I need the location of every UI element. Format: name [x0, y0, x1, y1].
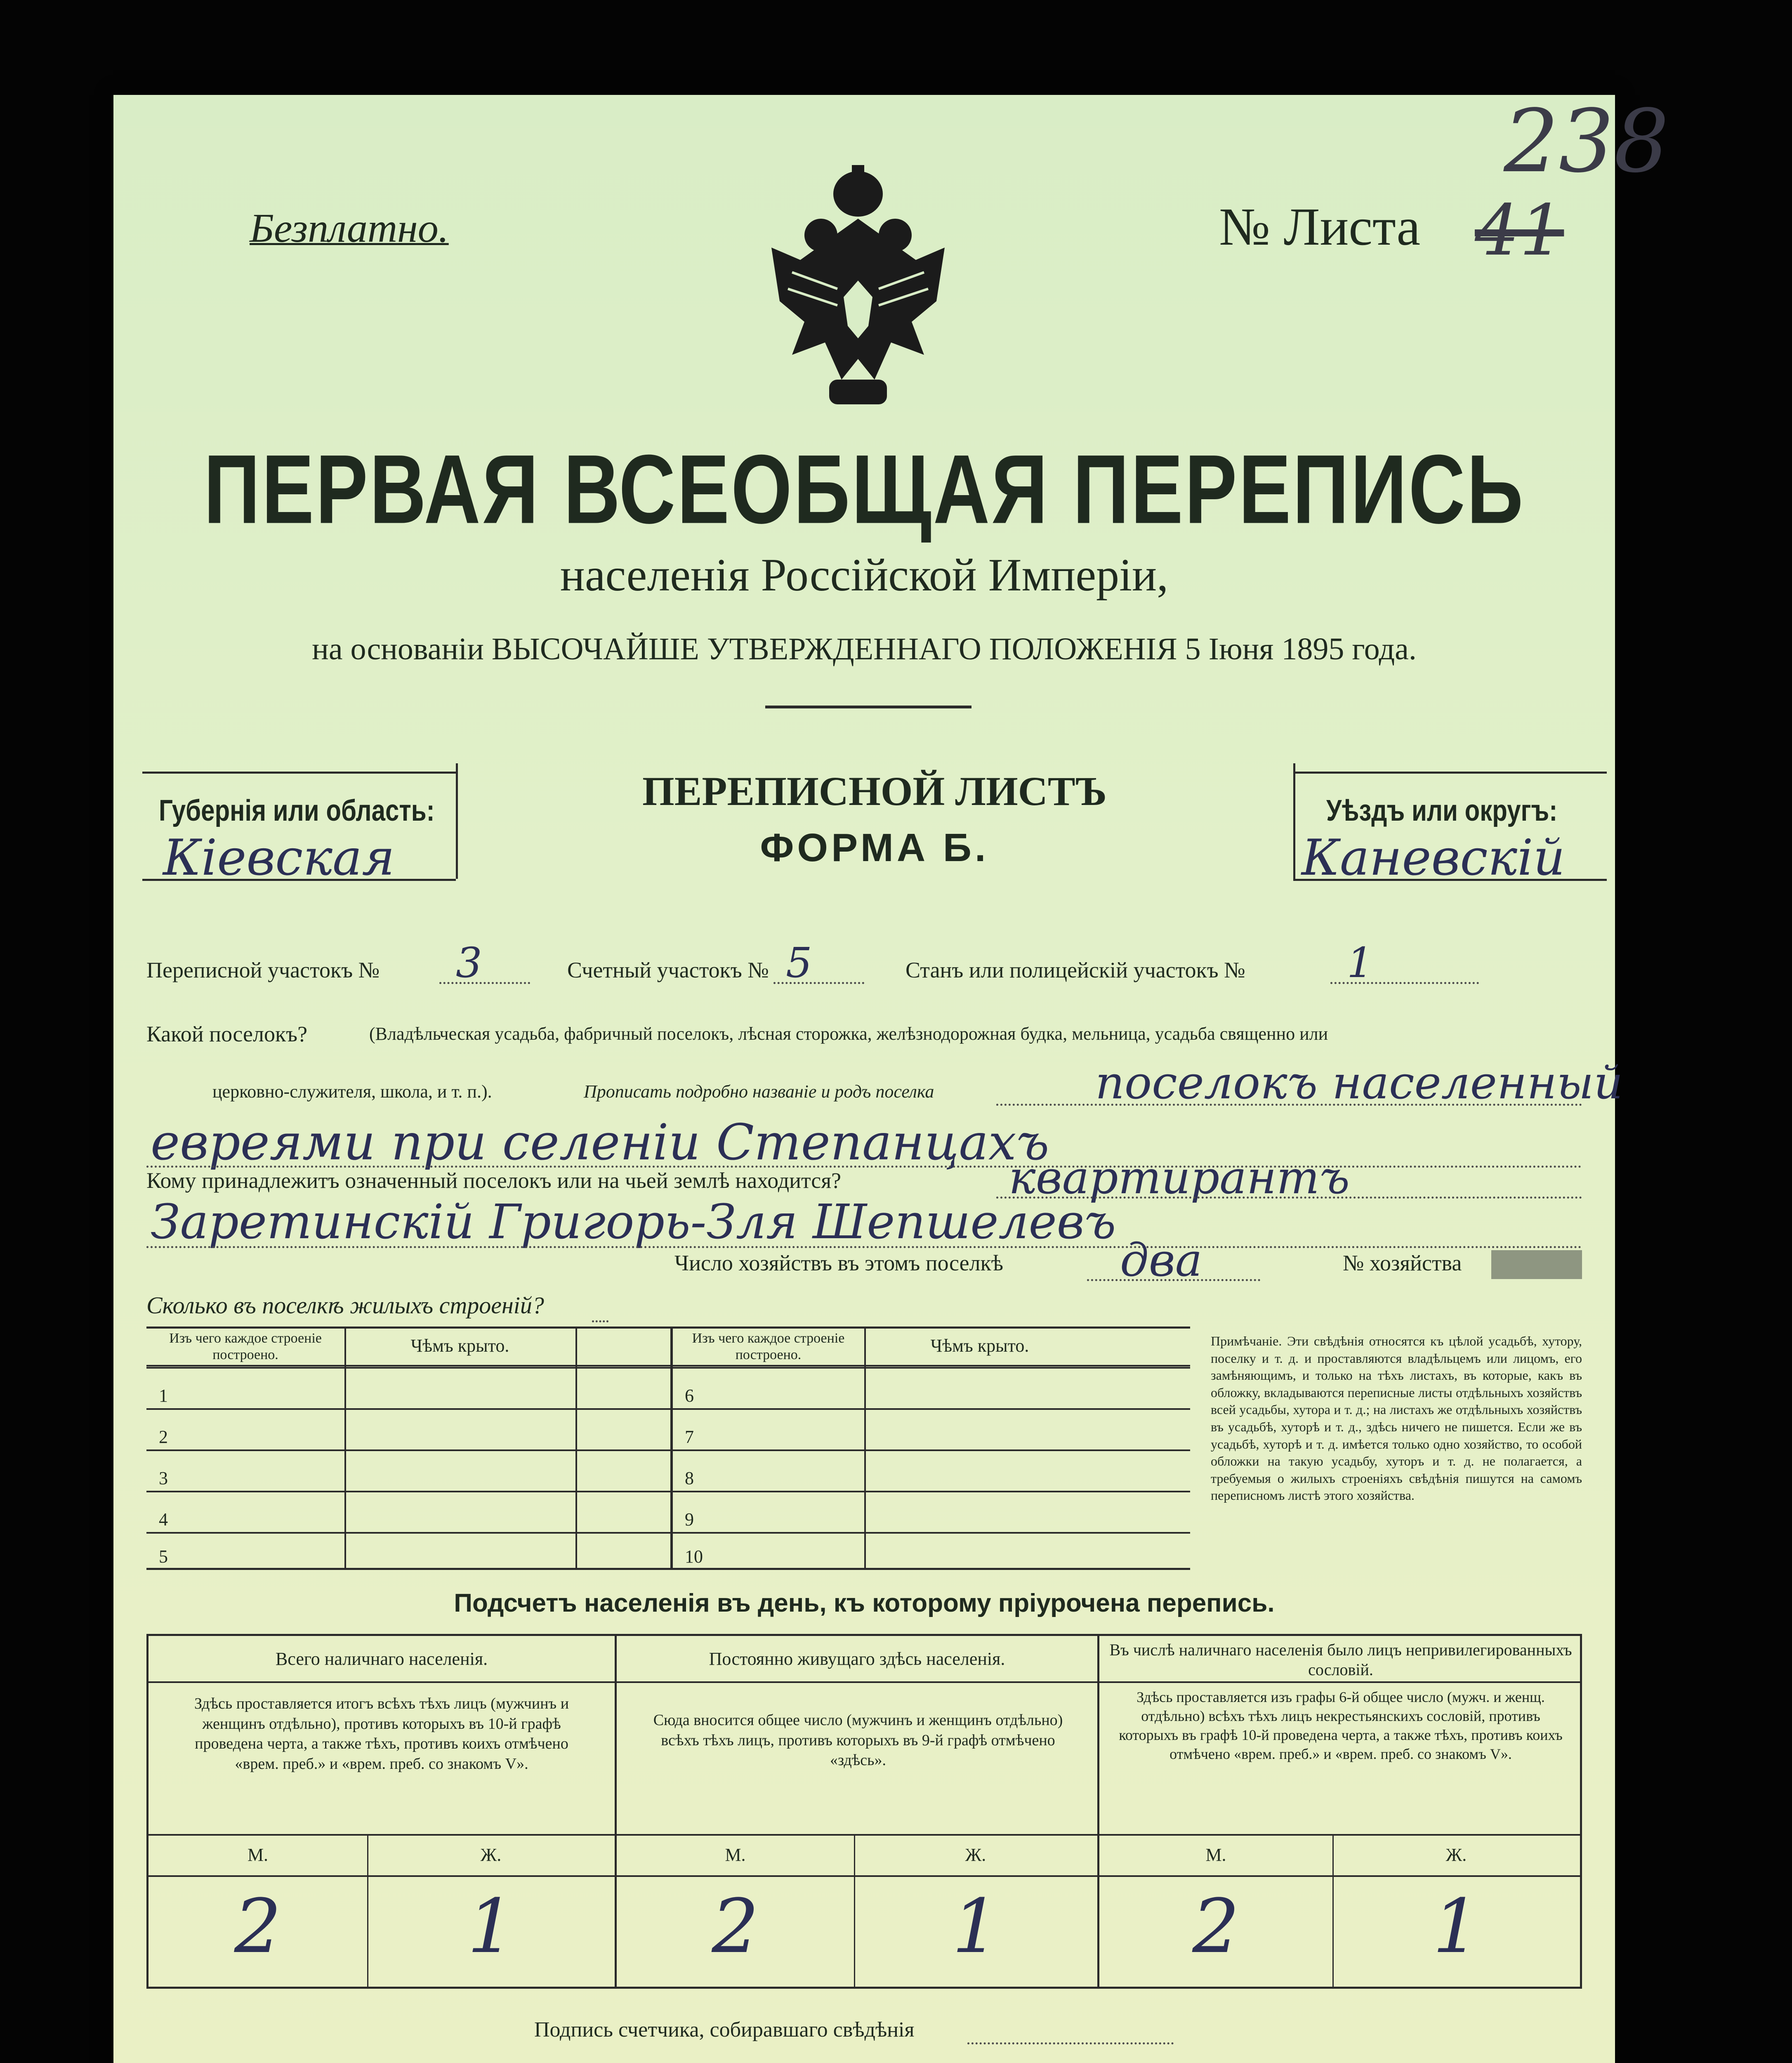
census-sheet — [113, 91, 1669, 2063]
households-field — [1087, 1279, 1260, 1281]
police-area-field — [1330, 982, 1479, 984]
free-label: Безплатно. — [250, 205, 449, 251]
owner-value-2: Заретинскій Григорь-Зля Шепшелевъ — [151, 1194, 1116, 1250]
summary-col-2-m-label: М. — [725, 1845, 746, 1865]
settlement-value-2: евреями при селеніи Степанцахъ — [151, 1114, 1049, 1171]
settlement-hint: (Владѣльческая усадьба, фабричный поселокъ, лѣсная сторожка, желѣзнодорожная будка, мельница, усадьба священно или — [369, 1024, 1328, 1044]
form-band-top-left — [142, 772, 456, 774]
census-area-field — [439, 982, 530, 984]
row-number: 6 — [685, 1386, 694, 1406]
summary-desc-rule — [149, 1834, 1580, 1836]
household-number-label: № хозяйства — [1343, 1251, 1462, 1275]
form-title: ПЕРЕПИСНОЙ ЛИСТЪ — [642, 768, 1107, 814]
police-area-value: 1 — [1347, 939, 1373, 987]
summary-col-3-title: Въ числѣ наличнаго населенія было лицъ непривилегированныхъ сословій. — [1109, 1640, 1572, 1679]
count-area-field — [773, 982, 864, 984]
summary-title-rule — [149, 1681, 1580, 1683]
count-area-value: 5 — [786, 939, 812, 987]
form-band-top-right — [1293, 772, 1607, 774]
census-area-label: Переписной участокъ № — [146, 958, 380, 982]
row-number: 5 — [159, 1546, 168, 1567]
settlement-value-1: поселокъ населенный — [1095, 1056, 1623, 1109]
table-row — [672, 1449, 1190, 1491]
summary-col-3-m-value: 2 — [1192, 1884, 1240, 1970]
households-value: два — [1120, 1234, 1203, 1286]
province-value: Кіевская — [163, 829, 395, 887]
province-underline — [142, 879, 456, 881]
row-number: 10 — [685, 1546, 703, 1567]
summary-col-2-desc: Сюда вносится общее число (мужчинъ и женщинъ отдѣльно) всѣхъ тѣхъ лицъ, противъ которыхъ въ 9-й графѣ отмѣчено «здѣсь». — [653, 1711, 1063, 1769]
buildings-note: Примѣчаніе. Эти свѣдѣнія относятся къ цѣлой усадьбѣ, хутору, поселку и т. д. и проставляются владѣльцемъ или лицомъ, его замѣняющимъ, и только на тѣхъ листахъ, въ которые, какъ въ обложку, вкладываются переписные листы отдѣльныхъ хозяйствъ всей усадьбы, хутора и т. д.; на листахъ же отдѣльныхъ хозяйствъ въ усадьбѣ, хуторѣ и т. д., здѣсь ничего не пишется. Если же въ усадьбѣ, хуторѣ и т. д. имѣется только одно хозяйство, то особой обложки на такую усадьбу, хуторъ и т. д. не полагается, а требуемыя о жилыхъ строеніяхъ свѣдѣнія пишутся на самомъ переписномъ листѣ этого хозяйства. — [1211, 1334, 1582, 1503]
summary-col-1-f-label: Ж. — [480, 1845, 502, 1865]
table-row — [146, 1491, 670, 1532]
settlement-label: Какой поселокъ? — [146, 1022, 308, 1046]
imperial-eagle-emblem — [755, 165, 961, 421]
title-rule — [765, 706, 971, 708]
summary-col-3-f-label: Ж. — [1445, 1845, 1467, 1865]
sheet-number-label: № Листа — [1219, 197, 1421, 257]
owner-field-2 — [146, 1246, 1582, 1248]
table-row — [146, 1449, 670, 1491]
sheet-number-value: 238 — [1504, 91, 1669, 192]
table-row — [146, 1367, 670, 1408]
basis-line: на основаніи ВЫСОЧАЙШЕ УТВЕРЖДЕННАГО ПОЛОЖЕНІЯ 5 Іюня 1895 года. — [312, 632, 1417, 666]
count-area-label: Счетный участокъ № — [567, 958, 769, 982]
row-number: 1 — [159, 1386, 168, 1406]
sheet-number-old: 41 — [1475, 190, 1564, 271]
settlement-field-1 — [996, 1104, 1582, 1106]
summary-col-2-f-value: 1 — [952, 1884, 1000, 1970]
row-number: 4 — [159, 1509, 168, 1530]
row-number: 8 — [685, 1468, 694, 1488]
household-number-blot — [1491, 1250, 1582, 1279]
signature-field — [967, 2042, 1174, 2044]
district-underline — [1293, 879, 1607, 881]
summary-col-1-desc: Здѣсь проставляется итогъ всѣхъ тѣхъ лицъ (мужчинъ и женщинъ отдѣльно), противъ которыхъ въ 10-й графѣ проведена черта, а также тѣхъ, противъ коихъ отмѣчено «врем. преб.» и «врем. преб. со знакомъ V». — [194, 1695, 569, 1773]
page-subtitle: населенія Россійской Имперіи, — [560, 550, 1169, 601]
summary-col-3-m-label: М. — [1205, 1845, 1226, 1865]
households-label: Число хозяйствъ въ этомъ поселкѣ — [674, 1251, 1004, 1275]
table-row — [672, 1408, 1190, 1449]
buildings-roof-header-right: Чѣмъ крыто. — [930, 1336, 1029, 1356]
district-value: Каневскій — [1302, 829, 1565, 887]
summary-table — [146, 1634, 1582, 1989]
summary-col-2-title: Постоянно живущаго здѣсь населенія. — [709, 1649, 1005, 1669]
table-row — [672, 1491, 1190, 1532]
census-area-value: 3 — [456, 939, 482, 987]
summary-col-2-m-value: 2 — [712, 1884, 759, 1970]
signature-label: Подпись счетчика, собиравшаго свѣдѣнія — [534, 2018, 915, 2042]
summary-col-1-title: Всего наличнаго населенія. — [275, 1649, 488, 1669]
row-number: 7 — [685, 1427, 694, 1447]
summary-mf-rule — [149, 1875, 1580, 1877]
summary-col-1-m-label: М. — [247, 1845, 269, 1865]
row-number: 2 — [159, 1427, 168, 1447]
summary-col-2-f-label: Ж. — [965, 1845, 986, 1865]
buildings-material-header-left: Изъ чего каждое строеніе построено. — [169, 1331, 322, 1363]
summary-col-1-f-value: 1 — [467, 1884, 515, 1970]
police-area-label: Станъ или полицейскій участокъ № — [905, 958, 1245, 982]
buildings-material-header-right: Изъ чего каждое строеніе построено. — [692, 1331, 845, 1363]
owner-label: Кому принадлежитъ означенный поселокъ или на чьей землѣ находится? — [146, 1168, 841, 1193]
table-row — [146, 1408, 670, 1449]
summary-col-1-m-value: 2 — [234, 1884, 282, 1970]
buildings-roof-header-left: Чѣмъ крыто. — [410, 1336, 509, 1356]
form-subtitle: ФОРМА Б. — [760, 826, 989, 870]
summary-heading: Подсчетъ населенія въ день, къ которому пріурочена перепись. — [454, 1589, 1275, 1617]
district-label: Уѣздъ или округъ: — [1326, 794, 1558, 827]
table-row — [672, 1532, 1190, 1569]
summary-col-3-desc: Здѣсь проставляется изъ графы 6-й общее число (мужч. и женщ. отдѣльно) всѣхъ тѣхъ лицъ некрестьянскихъ сословій, противъ которыхъ въ графѣ 10-й проведена черта, а также тѣхъ, противъ коихъ отмѣчено «врем. преб.» и «врем. преб. со знакомъ V». — [1119, 1689, 1563, 1763]
row-number: 9 — [685, 1509, 694, 1530]
buildings-field — [592, 1320, 608, 1322]
table-row — [672, 1367, 1190, 1408]
form-band-divider-right — [1293, 763, 1295, 879]
row-number: 3 — [159, 1468, 168, 1488]
buildings-table — [146, 1327, 1190, 1570]
table-row — [146, 1532, 670, 1569]
buildings-header-rule — [146, 1365, 1190, 1367]
owner-value-1: квартирантъ — [1009, 1151, 1350, 1204]
page-title: ПЕРВАЯ ВСЕОБЩАЯ ПЕРЕПИСЬ — [203, 434, 1525, 544]
summary-col-3-f-value: 1 — [1432, 1884, 1480, 1970]
buildings-label: Сколько въ поселкѣ жилыхъ строеній? — [146, 1292, 544, 1319]
settlement-instruction: Прописать подробно названіе и родъ поселка — [584, 1081, 934, 1102]
province-label: Губернія или область: — [159, 794, 435, 827]
settlement-hint-2: церковно-служителя, школа, и т. п.). — [212, 1081, 492, 1102]
